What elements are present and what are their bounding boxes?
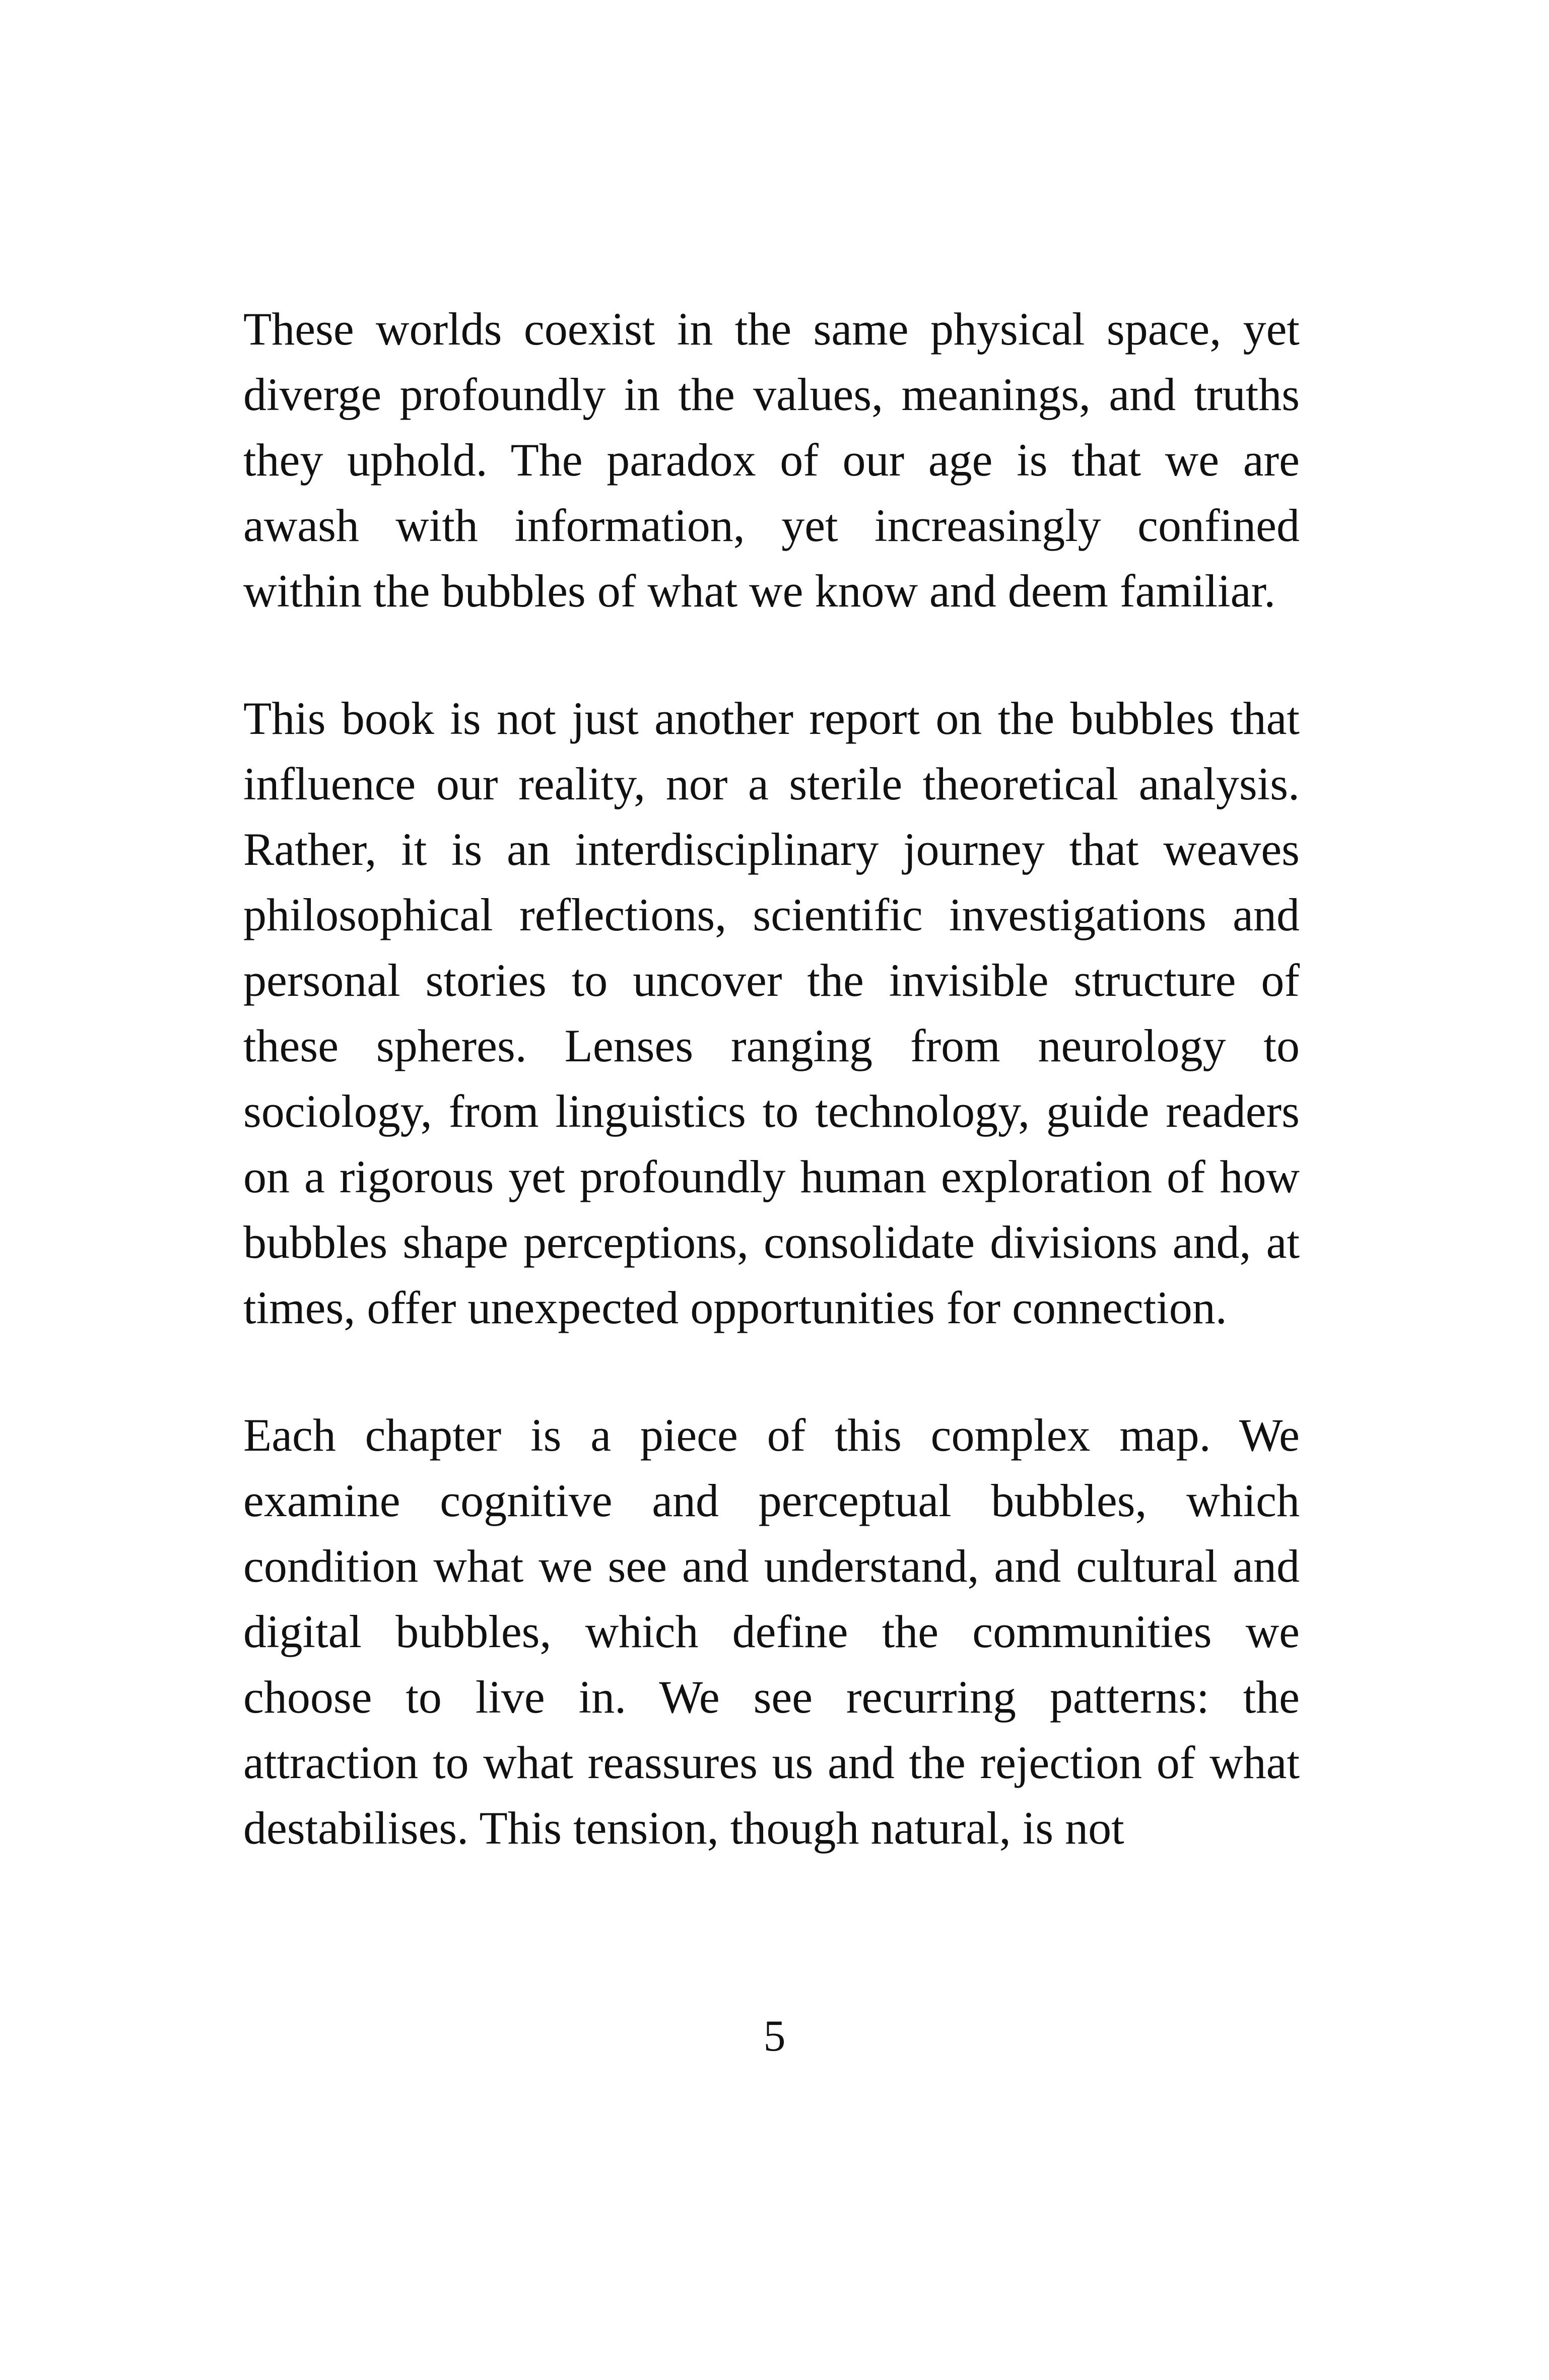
paragraph-2: This book is not just another report on the bubbles that influence our reality, nor a sterile theoretical analysis. Rather, it is an interdisciplinary journey that weaves philosophical reflections, scientific investigations and personal stories to uncover the invisible structure of these spheres. Lenses ranging from neurology to sociology, from linguistics to technology, guide readers on a rigorous yet profoundly human exploration of how bubbles shape perceptions, consolidate divisions and, at times, offer unexpected opportunities for connection. [243,693,1300,1333]
body-text [243,296,1300,1861]
paragraph-1: These worlds coexist in the same physical space, yet diverge profoundly in the values, meanings, and truths they uphold. The paradox of our age is that we are awash with information, yet increasingly confined within the bubbles of what we know and deem familiar. [243,303,1300,617]
paragraph-3: Each chapter is a piece of this complex map. We examine cognitive and perceptual bubbles, which condition what we see and understand, and cultural and digital bubbles, which define the communities we choose to live in. We see recurring patterns: the attraction to what reassures us and the rejection of what destabilises. This tension, though natural, is not [243,1409,1300,1854]
page-number: 5 [763,2012,786,2061]
